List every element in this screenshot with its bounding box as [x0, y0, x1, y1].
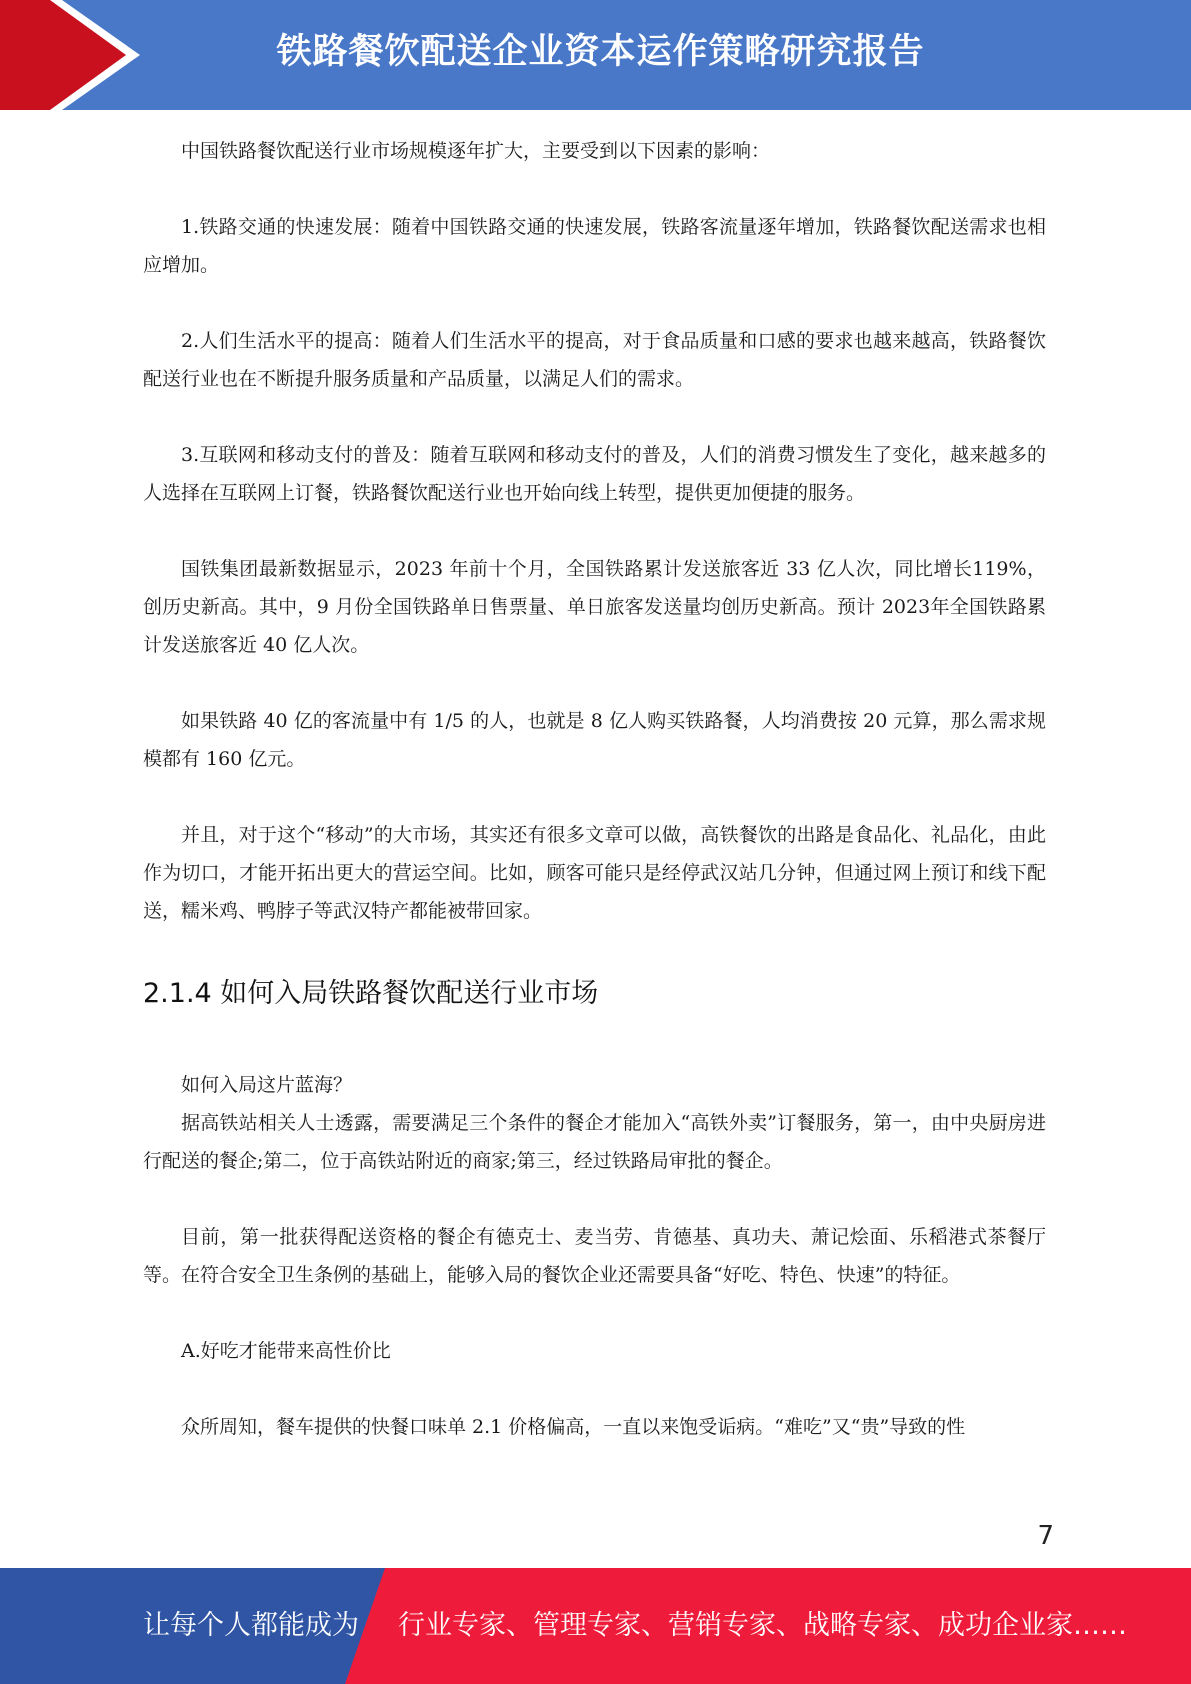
paragraph-demand-estimate: 如果铁路 40 亿的客流量中有 1/5 的人，也就是 8 亿人购买铁路餐，人均消费按 20 元算，那么需求规模都有 160 亿元。: [143, 710, 1046, 770]
paragraph-factor-3: 3.互联网和移动支付的普及：随着互联网和移动支付的普及，人们的消费习惯发生了变化，越来越多的人选择在互联网上订餐，铁路餐饮配送行业也开始向线上转型，提供更加便捷的服务。: [143, 444, 1046, 504]
footer-band: [0, 1568, 1191, 1684]
header-band: [0, 0, 1191, 110]
paragraph-mobile-market: 并且，对于这个“移动”的大市场，其实还有很多文章可以做，高铁餐饮的出路是食品化、礼品化，由此作为切口，才能开拓出更大的营运空间。比如，顾客可能只是经停武汉站几分钟，但通过网上预订和线下配送，糯米鸡、鸭脖子等武汉特产都能被带回家。: [143, 824, 1046, 922]
paragraph-taste-price: 众所周知，餐车提供的快餐口味单 2.1 价格偏高，一直以来饱受诟病。“难吃”又“贵”导致的性: [181, 1416, 966, 1438]
paragraph-subheading-a: A.好吃才能带来高性价比: [181, 1340, 391, 1362]
paragraph-factor-2: 2.人们生活水平的提高：随着人们生活水平的提高，对于食品质量和口感的要求也越来越高，铁路餐饮配送行业也在不断提升服务质量和产品质量，以满足人们的需求。: [143, 330, 1046, 390]
paragraph-statistics: 国铁集团最新数据显示，2023 年前十个月，全国铁路累计发送旅客近 33 亿人次，同比增长119%，创历史新高。其中，9 月份全国铁路单日售票量、单日旅客发送量均创历史新高。预计 2023年全国铁路累计发送旅客近 40 亿人次。: [143, 558, 1046, 656]
footer-slogan-right: 行业专家、管理专家、营销专家、战略专家、成功企业家……: [398, 1610, 1127, 1641]
page-number: 7: [1037, 1521, 1054, 1551]
paragraph-conditions: 据高铁站相关人士透露，需要满足三个条件的餐企才能加入“高铁外卖”订餐服务，第一，由中央厨房进行配送的餐企;第二，位于高铁站附近的商家;第三，经过铁路局审批的餐企。: [143, 1112, 1046, 1172]
section-heading: 2.1.4 如何入局铁路餐饮配送行业市场: [143, 978, 599, 1009]
footer-slogan-left: 让每个人都能成为: [143, 1610, 359, 1641]
paragraph-factor-1: 1.铁路交通的快速发展：随着中国铁路交通的快速发展，铁路客流量逐年增加，铁路餐饮配送需求也相应增加。: [143, 216, 1046, 276]
report-title: 铁路餐饮配送企业资本运作策略研究报告: [276, 32, 925, 72]
document-body: [143, 132, 1046, 1446]
paragraph-question: 如何入局这片蓝海？: [181, 1074, 353, 1096]
paragraph-intro: 中国铁路餐饮配送行业市场规模逐年扩大，主要受到以下因素的影响：: [181, 140, 771, 162]
paragraph-first-batch: 目前，第一批获得配送资格的餐企有德克士、麦当劳、肯德基、真功夫、萧记烩面、乐稻港式茶餐厅等。在符合安全卫生条例的基础上，能够入局的餐饮企业还需要具备“好吃、特色、快速”的特征。: [143, 1226, 1046, 1286]
